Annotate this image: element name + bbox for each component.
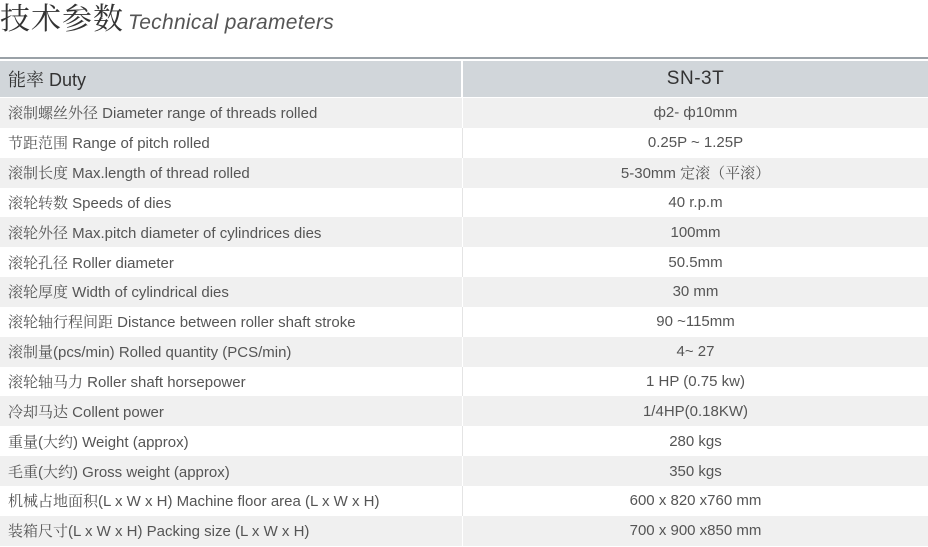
parameter-value: 90 ~115mm	[656, 313, 735, 331]
title-divider	[0, 57, 928, 59]
parameter-label: 滚轮轴行程间距 Distance between roller shaft stroke	[0, 307, 463, 337]
parameter-label: 装箱尺寸(L x W x H) Packing size (L x W x H)	[0, 516, 463, 546]
parameter-value: ф2- ф10mm	[653, 104, 738, 122]
title-chinese: 技术参数	[0, 2, 124, 37]
table-row	[0, 396, 928, 426]
parameter-label: 节距范围 Range of pitch rolled	[0, 128, 463, 158]
parameter-value: 1/4HP(0.18KW)	[642, 402, 749, 420]
parameter-label: 毛重(大约) Gross weight (approx)	[0, 456, 463, 486]
parameter-label: 机械占地面积(L x W x H) Machine floor area (L x W x H)	[0, 486, 463, 516]
parameter-value: 0.25P ~ 1.25P	[647, 134, 744, 152]
parameter-label: 重量(大约) Weight (approx)	[0, 426, 463, 456]
table-header-row	[0, 61, 928, 97]
parameter-value: 600 x 820 x760 mm	[629, 492, 762, 510]
parameter-label: 滚制螺丝外径 Diameter range of threads rolled	[0, 98, 463, 128]
table-row	[0, 128, 928, 158]
parameter-label: 滚轮孔径 Roller diameter	[0, 247, 463, 277]
table-row	[0, 247, 928, 277]
table-row	[0, 367, 928, 397]
table-row	[0, 456, 928, 486]
parameter-value: 100mm	[670, 223, 721, 241]
parameter-value: 40 r.p.m	[668, 193, 723, 211]
parameter-label: 滚制长度 Max.length of thread rolled	[0, 158, 463, 188]
parameter-label: 冷却马达 Collent power	[0, 396, 463, 426]
parameter-value: 50.5mm	[668, 253, 723, 271]
parameter-label: 滚轮转数 Speeds of dies	[0, 188, 463, 218]
parameter-label: 滚制量(pcs/min) Rolled quantity (PCS/min)	[0, 337, 463, 367]
table-row	[0, 426, 928, 456]
parameter-label: 滚轮外径 Max.pitch diameter of cylindrices dies	[0, 217, 463, 247]
parameter-value: 4~ 27	[676, 343, 715, 361]
table-row	[0, 217, 928, 247]
parameter-value: 5-30mm 定滚（平滚）	[620, 165, 771, 183]
table-row	[0, 277, 928, 307]
table-row	[0, 307, 928, 337]
table-row	[0, 158, 928, 188]
parameter-value: 700 x 900 x850 mm	[629, 522, 762, 540]
table-row	[0, 98, 928, 128]
table-row	[0, 486, 928, 516]
parameter-value: 1 HP (0.75 kw)	[646, 373, 745, 391]
table-row	[0, 337, 928, 367]
table-row	[0, 516, 928, 546]
page-title	[0, 0, 334, 40]
parameters-table	[0, 61, 928, 546]
table-row	[0, 188, 928, 218]
parameter-value: 280 kgs	[669, 432, 722, 450]
parameter-value: 350 kgs	[669, 462, 722, 480]
parameter-label: 滚轮厚度 Width of cylindrical dies	[0, 277, 463, 307]
parameter-value: 30 mm	[672, 283, 719, 301]
table-body	[0, 98, 928, 546]
header-model-cell: SN-3T	[666, 68, 725, 89]
parameter-label: 滚轮轴马力 Roller shaft horsepower	[0, 367, 463, 397]
header-label-cell: 能率 Duty	[0, 61, 463, 97]
title-english: Technical parameters	[128, 11, 334, 34]
